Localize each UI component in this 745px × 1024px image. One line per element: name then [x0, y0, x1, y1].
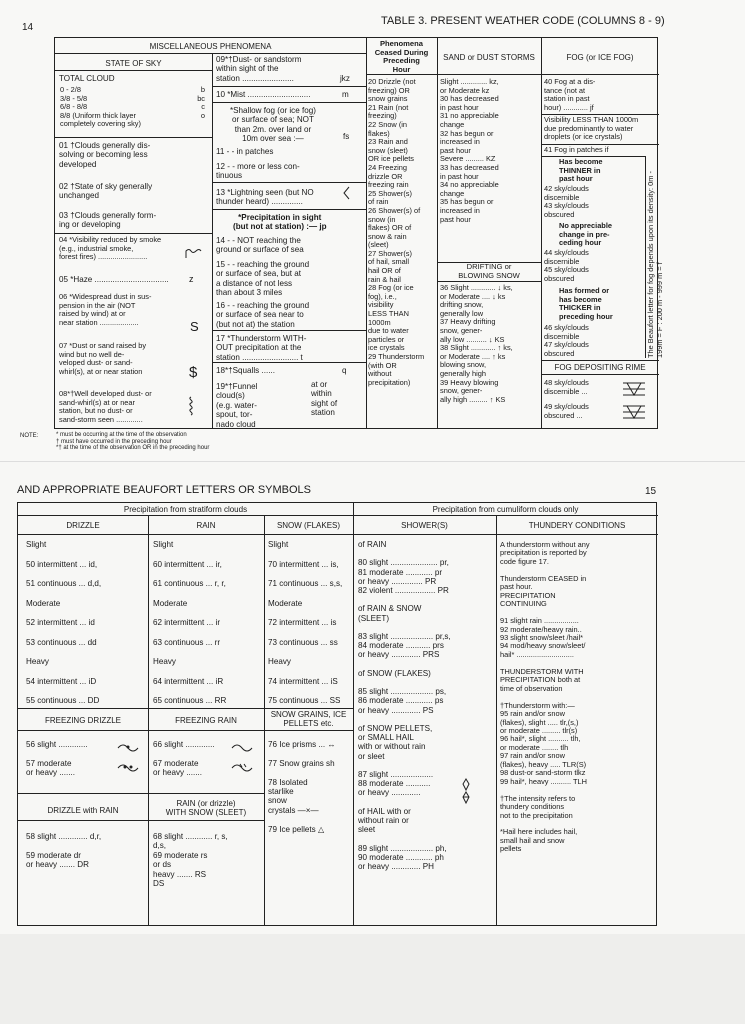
rule — [212, 209, 366, 210]
grains-header: SNOW GRAINS, ICE PELLETS etc. — [270, 710, 347, 728]
drizzle-rain-list: 58 slight ............. d,r, 59 moderate dr or heavy ....... DR — [26, 832, 102, 870]
rule — [55, 233, 212, 234]
lightning-icon — [342, 186, 352, 200]
rime-icon — [621, 381, 647, 397]
sand-header: SAND or DUST STORMS — [443, 53, 535, 62]
grains-list: 76 Ice prisms ... ↔ 77 Snow grains sh 78 Isolated starlike snow crystals —×— 79 Ice pellets △ — [268, 740, 336, 834]
code-17: 17 *Thunderstorm WITH- OUT precipitation at the station ......................... t — [216, 334, 307, 362]
col-divider — [366, 38, 367, 428]
col-divider — [212, 54, 213, 428]
freezing-rain-icon — [230, 741, 254, 753]
rule — [55, 53, 366, 54]
fog-thicker: Has formed or has become THICKER in preceding hour — [559, 286, 613, 321]
rule — [366, 74, 659, 75]
sand-code: $ — [189, 364, 198, 381]
code-16: 16 - - reaching the ground or surface of sea near to (but not at) the station — [216, 301, 310, 329]
code-44-45: 44 sky/clouds discernible 45 sky/clouds obscured — [544, 248, 589, 283]
frz-rain-header: FREEZING RAIN — [175, 716, 237, 725]
code-19: 19*†Funnel cloud(s) (e.g. water- spout, tor- nado cloud — [216, 382, 258, 429]
shower-header: SHOWER(S) — [401, 521, 448, 530]
cloud-codes: b bc c o — [197, 85, 205, 120]
page-number-15: 15 — [645, 486, 657, 497]
present-weather-table-15 — [17, 502, 657, 926]
frz-rain-list: 66 slight ............. 67 moderate or heavy ....... — [153, 740, 215, 778]
col-divider — [353, 503, 354, 925]
sand-dust-storms: Slight ............. kz, or Moderate kz 30 has decreased in past hour 31 no appreciable change 32 has begun or increased in past hour Severe ......... KZ 33 has decreased in past hour 34 no appreciable change 35 has begun or increased in past hour — [440, 77, 499, 224]
freezing-rain-heavy-icon — [230, 761, 254, 773]
col-divider — [496, 515, 497, 925]
frz-drizzle-header: FREEZING DRIZZLE — [44, 716, 121, 725]
rain-list: Slight 60 intermittent ... ir, 61 continuous ... r, r, Moderate 62 intermittent ... ir 63 continuous ... rr Heavy 64 intermittent ... iR 65 continuous ... RR — [153, 540, 227, 705]
code-08: 08*†Well developed dust- or sand-whirl(s) at or near station, but no dust- or sand-storm seen ............. — [59, 389, 152, 424]
shower-list: of RAIN 80 slight ..................... pr, 81 moderate ............ pr or heavy .............. PR 82 violent .................. PR of RAIN & SNOW (SLEET) 83 slight ................... pr,s, 84 moderate ........... prs or heavy ............. PRS of SNOW (FLAKES) 85 slight ................... ps, 86 moderate ............ ps or heavy ............. PS of SNOW PELLETS, or SMALL HAIL with or without rain or sleet 87 slight ................... 88 moderate ........... or heavy ............. of HAIL with or without rain or sleet 89 slight ................... ph, 90 moderate ............ ph or heavy ............. PH — [358, 540, 451, 872]
code-09-letters: jkz — [340, 74, 350, 83]
code-18-letter: q — [342, 366, 347, 375]
fog-header: FOG (or ICE FOG) — [566, 53, 634, 62]
drizzle-header: DRIZZLE — [66, 521, 100, 530]
rule — [18, 534, 658, 535]
rain-snow-list: 68 slight ............ r, s, d,s, 69 moderate rs or ds heavy ....... RS DS — [153, 832, 228, 889]
fog-visibility: Visibility LESS THAN 1000m due predominantly to water droplets (or ice crystals) — [544, 115, 639, 142]
note-label: NOTE: — [20, 433, 39, 439]
code-41: 41 Fog in patches if — [544, 145, 609, 154]
code-15: 15 - - reaching the ground or surface of sea, but at a distance of not less than about 3 miles — [216, 260, 310, 298]
rule — [55, 70, 212, 71]
rule — [18, 708, 353, 709]
code-02: 02 †State of sky generally unchanged — [59, 182, 153, 201]
code-01: 01 †Clouds generally dis- solving or becoming less developed — [59, 141, 151, 169]
rime-header: FOG DEPOSITING RIME — [554, 363, 646, 372]
haze-code: z — [189, 274, 194, 284]
thunder-list: A thunderstorm without any precipitation is reported by code figure 17. Thunderstorm CEASED in past hour. PRECIPITATION CONTINUING 91 slight rain ................. 92 moderate/heavy rain.. 93 slight snow/sleet /hail* 94 mod/heavy snow/sleet/ hail* ............................ THUNDERSTORM WITH PRECIPITATION both at time of observation †Thunderstorm with:— 95 rain and/or snow (flakes), slight ..... tlr,(s,) or moderate ......... tlr(s) 96 hail*, slight .......... tlh, or moderate ........ tlh 97 rain and/or snow (flakes), heavy ..... TLR(S) 98 dust-or sand-storm tlkz 99 hail*, heavy .......... TLH †The intensity refers to thundery conditions not to the precipitation *Hail here includes hail, small hail and snow pellets — [500, 540, 590, 854]
page-number: 14 — [22, 22, 34, 33]
rule — [212, 330, 366, 331]
rule — [18, 730, 353, 731]
table-title-15: AND APPROPRIATE BEAUFORT LETTERS OR SYMBOLS — [17, 484, 312, 496]
code-49: 49 sky/clouds obscured ... — [544, 402, 589, 420]
page-14 — [0, 0, 745, 462]
fog-no-change: No appreciable change in pre- ceding hour — [559, 221, 612, 248]
freezing-drizzle-icon — [116, 741, 140, 753]
notes: * must be occurring at the time of the observation † must have occurred in the preceding hour *† at the time of the observation OR in the preceding hour — [56, 432, 210, 451]
phenomena-ceased-header: Phenomena Ceased During Preceding Hour — [374, 39, 429, 74]
rule — [55, 137, 212, 138]
rule — [212, 362, 366, 363]
code-48: 48 sky/clouds discernible ... — [544, 378, 589, 396]
rule — [437, 281, 541, 282]
code-07: 07 *Dust or sand raised by wind but no well de- veloped dust- or sand- whirl(s), at or near station — [59, 341, 147, 376]
code-09: 09*†Dust- or sandstorm within sight of the station ....................... — [216, 55, 302, 83]
code-11: 11 - - in patches — [216, 147, 274, 156]
drifting-snow-header: DRIFTING or BLOWING SNOW — [458, 262, 520, 280]
code-10-letter: m — [342, 90, 349, 99]
rule — [541, 360, 659, 361]
rule — [18, 820, 264, 821]
code-04: 04 *Visibility reduced by smoke (e.g., industrial smoke, forest fires) ........................ — [59, 235, 162, 262]
code-05: 05 *Haze ................................. — [59, 275, 169, 284]
snow-pellet-heavy-icon — [462, 791, 470, 805]
rain-header: RAIN — [196, 521, 216, 530]
page-15 — [0, 462, 745, 934]
code-13: 13 *Lightning seen (but NO thunder heard) .............. — [216, 188, 314, 207]
code-14: 14 - - NOT reaching the ground or surface of sea — [216, 236, 304, 255]
precipitation-in-sight: *Precipitation in sight (but not at station) :— jp — [233, 213, 327, 232]
page-background — [0, 934, 745, 1024]
dust-whirl-icon — [186, 396, 196, 416]
sky-header: STATE OF SKY — [105, 59, 162, 68]
snow-list: Slight 70 intermittent ... is, 71 continuous ... s,s, Moderate 72 intermittent ... is 73 continuous ... ss Heavy 74 intermittent ... iS 75 continuous ... SS — [268, 540, 343, 705]
code-40: 40 Fog at a dis- tance (not at station in past hour) ............ jf — [544, 77, 596, 112]
fog-thinner: Has become THINNER in past hour — [559, 157, 603, 184]
cloud-rows: 0 - 2/8 3/8 - 5/8 6/8 - 8/8 8/8 (Uniform thick layer completely covering sky) — [60, 85, 141, 129]
frz-drizzle-list: 56 slight ............. 57 moderate or heavy ....... — [26, 740, 88, 778]
code-10: 10 *Mist ............................ — [216, 90, 311, 99]
table-title: TABLE 3. PRESENT WEATHER CODE (COLUMNS 8 - 9) — [381, 15, 665, 27]
total-cloud-label: TOTAL CLOUD — [59, 74, 115, 83]
rule — [541, 374, 659, 375]
shallow-fog: *Shallow fog (or ice fog) or surface of sea; NOT than 2m. over land or 10m over sea :— — [230, 106, 316, 144]
freezing-drizzle-heavy-icon — [116, 761, 140, 773]
snow-header: SNOW (FLAKES) — [276, 521, 341, 530]
smoke-icon — [185, 248, 203, 260]
cumuliform-header: Precipitation from cumuliform clouds only — [432, 505, 579, 514]
code-46-47: 46 sky/clouds discernible 47 sky/clouds obscured — [544, 323, 589, 358]
stratiform-header: Precipitation from stratiform clouds — [123, 505, 248, 514]
rule — [18, 793, 264, 794]
rule — [212, 86, 366, 87]
code-42-43: 42 sky/clouds discernible 43 sky/clouds obscured — [544, 184, 589, 219]
misc-header: MISCELLANEOUS PHENOMENA — [149, 42, 272, 51]
code-12: 12 - - more or less con- tinuous — [216, 162, 300, 181]
fog-density-note: The Beaufort letter for fog depends upon its density: 0m - 199m = F : 200 m - 999 m = f — [646, 171, 664, 358]
present-weather-table-14 — [54, 37, 664, 429]
drizzle-rain-header: DRIZZLE with RAIN — [47, 806, 119, 815]
code-18: 18*†Squalls ...... — [216, 366, 275, 375]
rule — [212, 182, 366, 183]
rime-obscured-icon — [621, 404, 647, 420]
drizzle-list: Slight 50 intermittent ... id, 51 continuous ... d,d, Moderate 52 intermittent ... id 53 continuous ... dd Heavy 54 intermittent ... iD 55 continuous ... DD — [26, 540, 102, 705]
rule — [212, 102, 366, 103]
dust-code: S — [190, 319, 199, 334]
rule — [18, 515, 658, 516]
snow-pellet-icon — [462, 778, 470, 792]
drifting-snow-list: 36 Slight ............ ↓ ks, or Moderate .... ↓ ks drifting snow, generally low 37 Heavy drifting snow, gener- ally low .......... ↓ KS 38 Slight ............ ↑ ks, or Moderate .... ↑ ks blowing snow, generally high 39 Heavy blowing snow, gener- ally high ......... ↑ KS — [440, 283, 513, 404]
rain-snow-header: RAIN (or drizzle) WITH SNOW (SLEET) — [165, 799, 247, 817]
thunder-header: THUNDERY CONDITIONS — [528, 521, 626, 530]
code-06: 06 *Widespread dust in sus- pension in the air (NOT raised by wind) at or near station ................... — [59, 292, 152, 327]
code-19-location: at or within sight of station — [311, 380, 338, 418]
code-03: 03 †Clouds generally form- ing or developing — [59, 211, 157, 230]
phenomena-ceased-list: 20 Drizzle (not freezing) OR snow grains 21 Rain (not freezing) 22 Snow (in flakes) 23 Rain and snow (sleet) OR ice pellets 24 Freezing drizzle OR freezing rain 25 Shower(s) of rain 26 Shower(s) of snow (in flakes) OR of snow & rain (sleet) 27 Shower(s) of hail, small hail OR of rain & hail 28 Fog (or ice fog), i.e., visibility LESS THAN 1000m due to water particles or ice crystals 29 Thunderstorm (with OR without precipitation) — [368, 77, 425, 387]
shallow-fog-letters: fs — [343, 132, 350, 141]
